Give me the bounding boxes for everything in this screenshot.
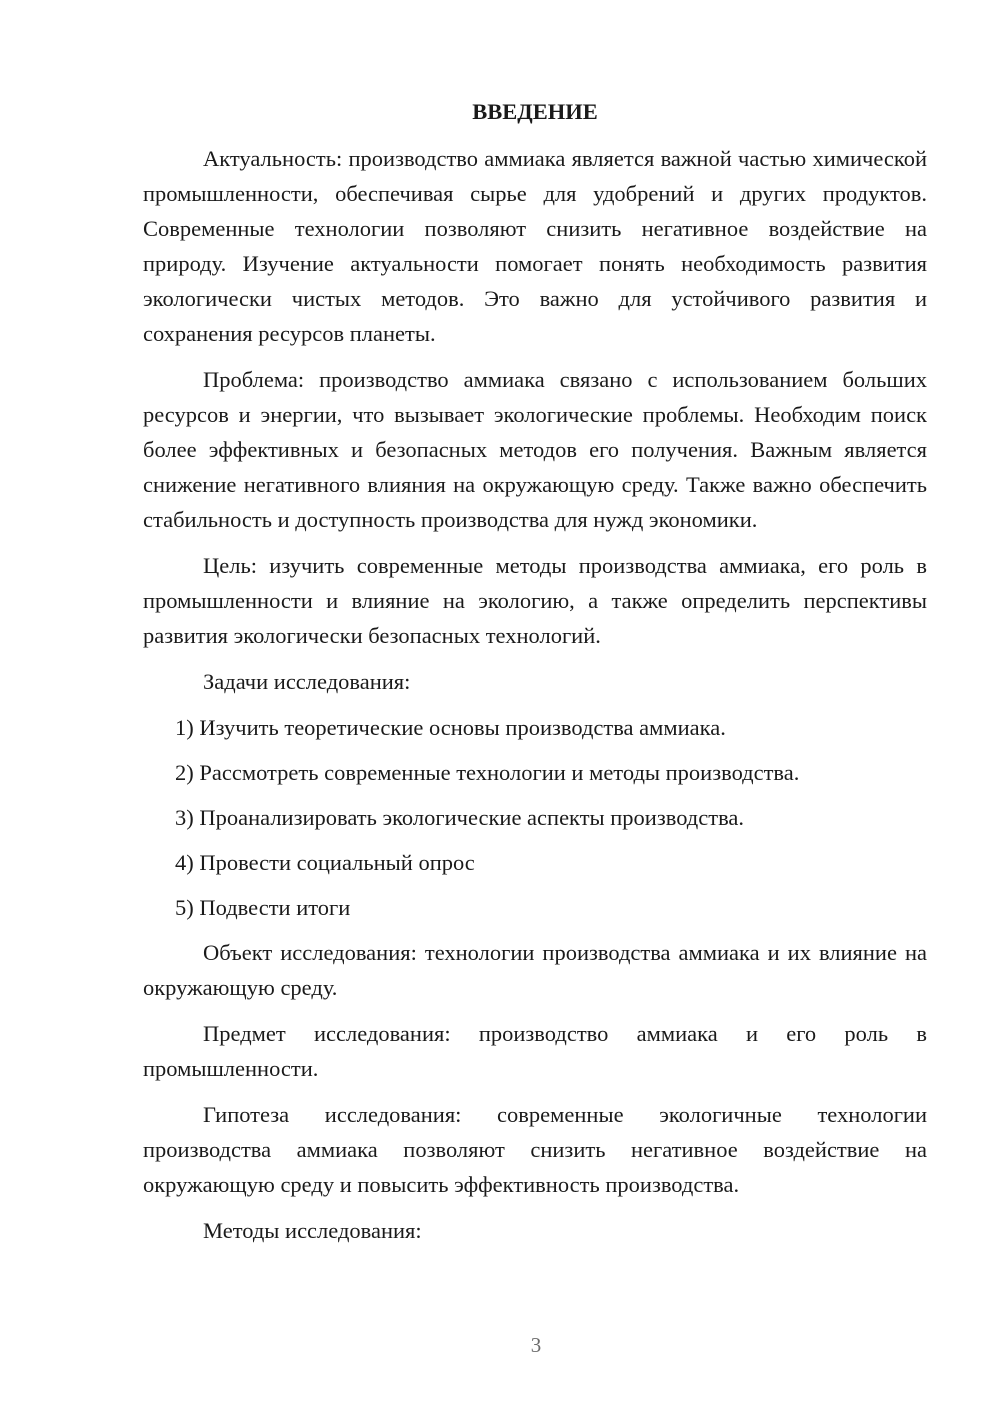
goal-paragraph: Цель: изучить современные методы производства аммиака, его роль в промышленности и влияние на экологию, а также определить перспективы развития экологически безопасных технологий. — [143, 553, 927, 648]
list-item: 5) Подвести итоги — [175, 895, 351, 920]
object-paragraph: Объект исследования: технологии производства аммиака и их влияние на окружающую среду. — [143, 940, 927, 1000]
list-item: 2) Рассмотреть современные технологии и методы производства. — [175, 760, 800, 785]
subject-paragraph: Предмет исследования: производство аммиака и его роль в промышленности. — [143, 1021, 927, 1081]
methods-heading: Методы исследования: — [203, 1218, 422, 1243]
hypothesis-paragraph: Гипотеза исследования: современные экологичные технологии производства аммиака позволяют снизить негативное воздействие на окружающую среду и повысить эффективность производства. — [143, 1102, 927, 1197]
tasks-heading: Задачи исследования: — [203, 669, 411, 694]
page-title: ВВЕДЕНИЕ — [472, 99, 598, 124]
problem-paragraph: Проблема: производство аммиака связано с использованием больших ресурсов и энергии, что вызывает экологические проблемы. Необходим поиск более эффективных и безопасных методов его получения. Важным является снижение негативного влияния на окружающую среду. Также важно обеспечить стабильность и доступность производства для нужд экономики. — [143, 367, 927, 532]
tasks-list — [143, 710, 927, 925]
list-item: 4) Провести социальный опрос — [175, 850, 475, 875]
list-item: 3) Проанализировать экологические аспекты производства. — [175, 805, 745, 830]
page-content — [143, 94, 927, 1259]
relevance-paragraph: Актуальность: производство аммиака является важной частью химической промышленности, обеспечивая сырье для удобрений и других продуктов. Современные технологии позволяют снизить негативное воздействие на природу. Изучение актуальности помогает понять необходимость развития экологически чистых методов. Это важно для устойчивого развития и сохранения ресурсов планеты. — [143, 146, 927, 346]
list-item: 1) Изучить теоретические основы производства аммиака. — [175, 715, 726, 740]
page-number: 3 — [530, 1333, 542, 1357]
